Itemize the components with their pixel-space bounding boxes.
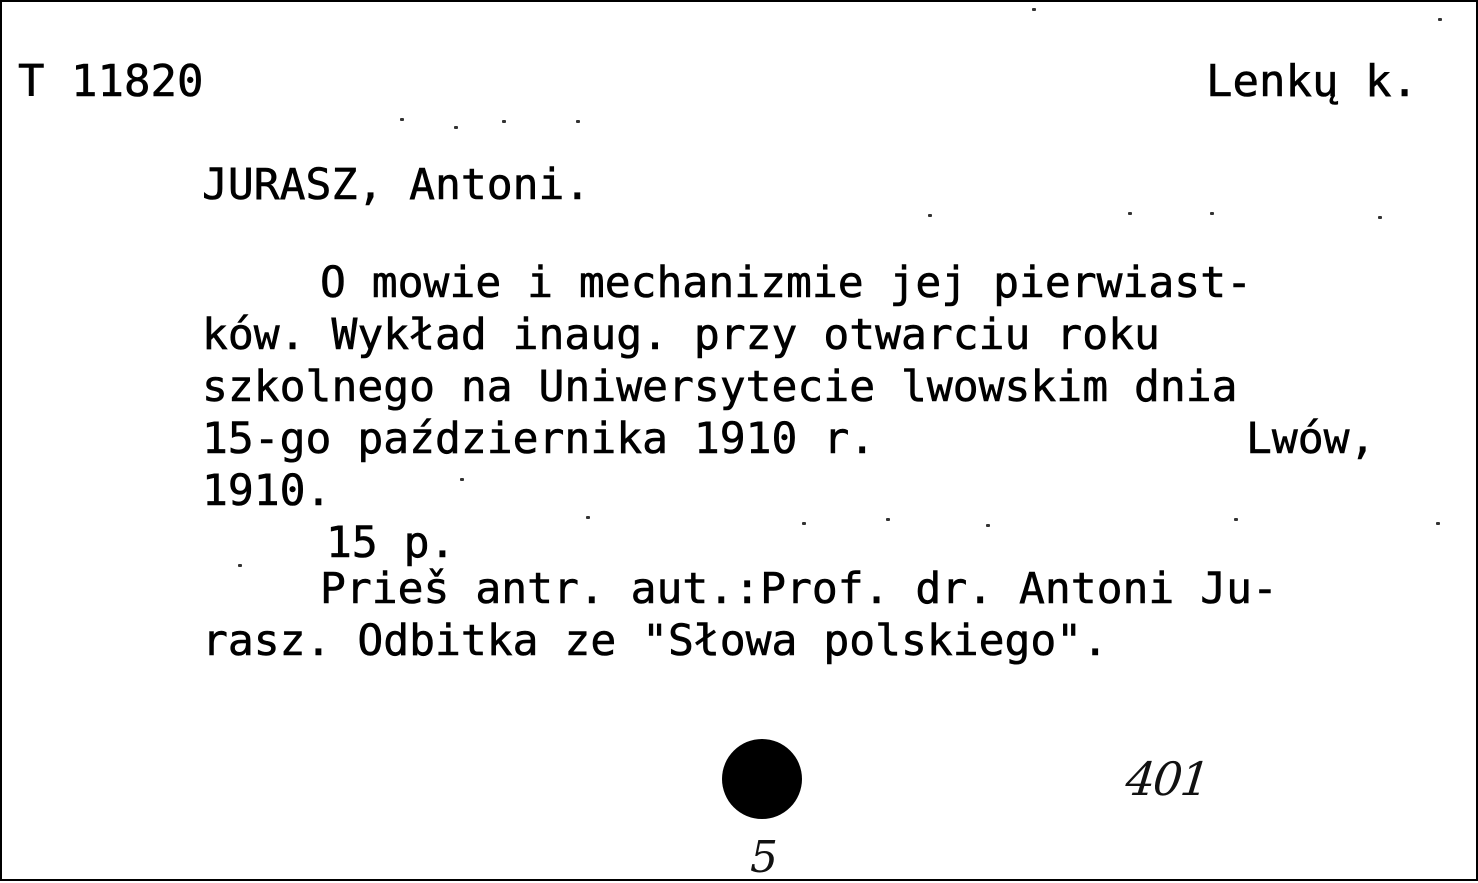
call-number: T 11820 [18,56,204,107]
scan-speck [1234,518,1238,521]
punch-hole [722,739,802,819]
scan-speck [928,214,932,217]
scan-speck [238,564,242,567]
scan-speck [1128,212,1132,215]
title-line: ków. Wykład inaug. przy otwarciu roku [202,310,1160,360]
scan-speck [454,126,458,129]
scan-speck [460,478,464,481]
scan-speck [576,120,580,123]
scan-speck [1438,18,1442,21]
note-line: rasz. Odbitka ze "Słowa polskiego". [202,616,1109,666]
author-heading: JURASZ, Antoni. [202,160,591,210]
collection-label: Lenkų k. [1206,56,1418,107]
scan-speck [1378,216,1382,219]
handwritten-mark: 5 [750,832,778,883]
title-line: 15-go października 1910 r. [202,414,876,464]
handwritten-number: 401 [1123,752,1211,806]
scan-speck [586,516,590,519]
publication-place: Lwów, [1246,414,1376,464]
title-line: O mowie i mechanizmie jej pierwiast- [320,258,1252,308]
scan-speck [886,518,890,521]
scan-speck [1032,8,1036,11]
scan-speck [986,524,990,527]
scan-speck [1210,212,1214,215]
scan-speck [1436,522,1440,525]
pagination: 15 p. [326,518,456,568]
publication-year: 1910. [202,466,332,516]
scan-speck [802,522,806,525]
note-line: Prieš antr. aut.:Prof. dr. Antoni Ju- [320,564,1278,614]
scan-speck [400,118,404,121]
title-line: szkolnego na Uniwersytecie lwowskim dnia [202,362,1238,412]
scan-speck [502,120,506,123]
